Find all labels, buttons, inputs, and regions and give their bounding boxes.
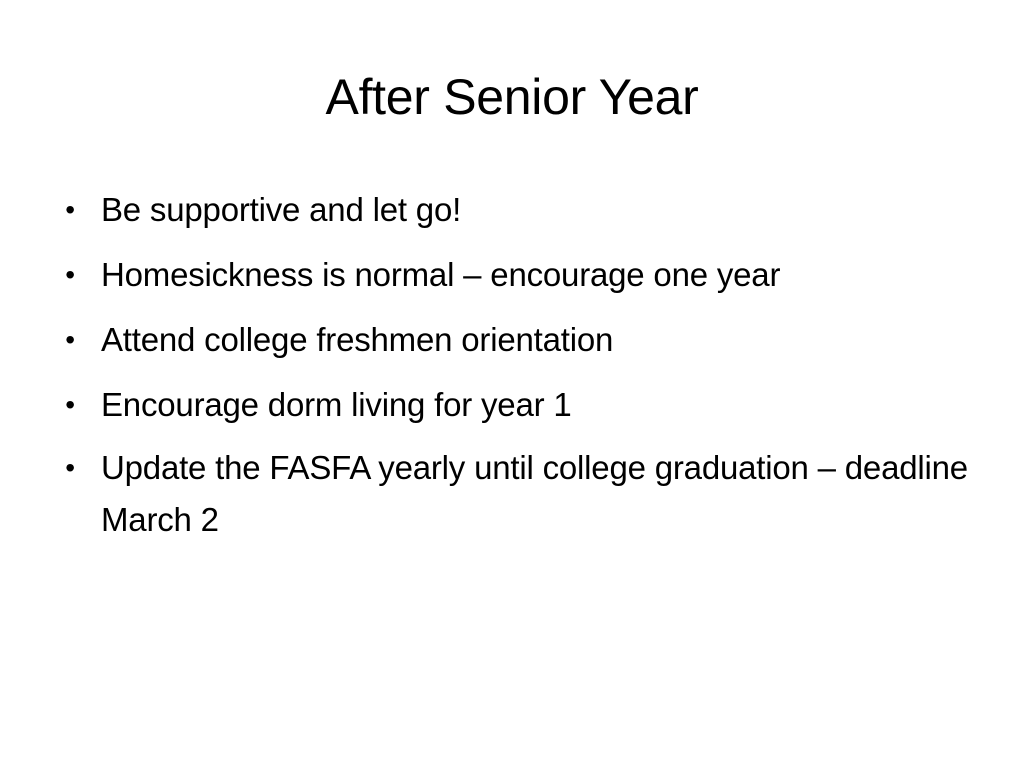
list-item — [60, 182, 980, 238]
bullet-icon: • — [65, 389, 75, 420]
list-item — [60, 247, 980, 303]
bullet-list — [60, 182, 980, 555]
list-item — [60, 442, 980, 546]
bullet-text: Attend college freshmen orientation — [101, 321, 614, 358]
bullet-text: Update the FASFA yearly until college graduation – deadline March 2 — [101, 449, 968, 538]
slide-title: After Senior Year — [325, 69, 699, 125]
bullet-icon: • — [65, 194, 75, 225]
bullet-text: Homesickness is normal – encourage one year — [101, 256, 781, 293]
list-item — [60, 377, 980, 433]
list-item — [60, 312, 980, 368]
bullet-icon: • — [65, 259, 75, 290]
bullet-icon: • — [65, 452, 75, 483]
bullet-icon: • — [65, 324, 75, 355]
bullet-text: Be supportive and let go! — [101, 191, 462, 228]
bullet-text: Encourage dorm living for year 1 — [101, 386, 572, 423]
